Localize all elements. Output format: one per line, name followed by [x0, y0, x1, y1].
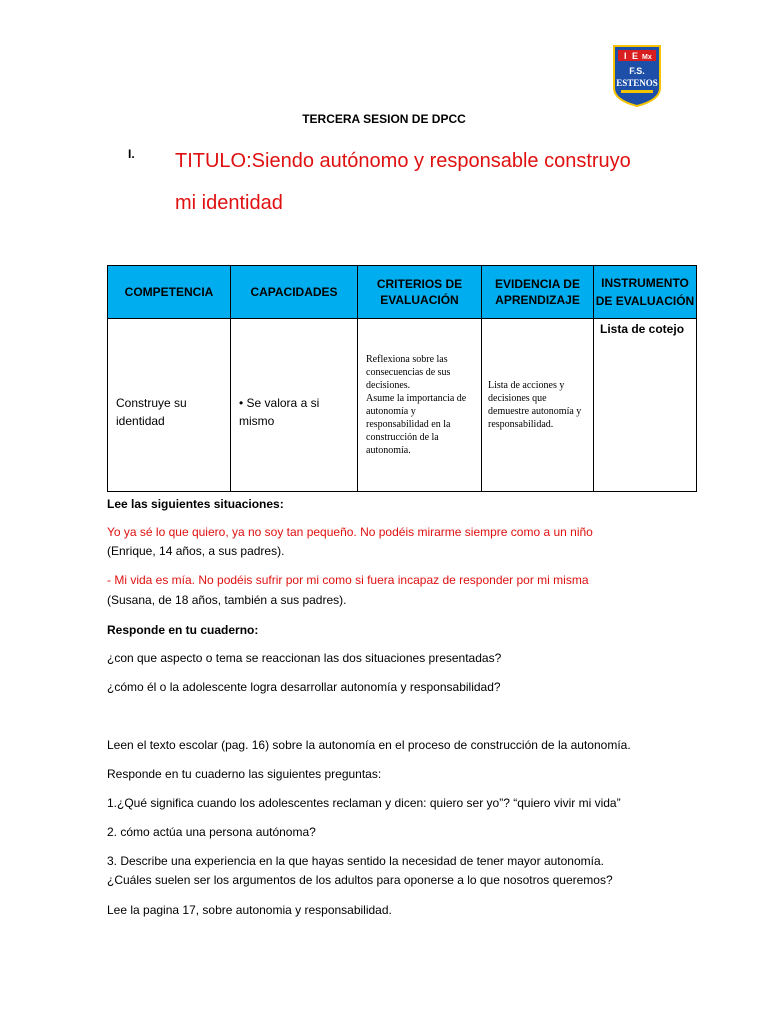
evaluation-table [107, 265, 697, 492]
page-title [175, 140, 675, 224]
cell-capacidades: • Se valora a si mismo [231, 319, 358, 492]
header-instrumento: INSTRUMENTO DE EVALUACIÓN [594, 266, 697, 319]
page-title-line-1: TITULO:Siendo autónomo y responsable construyo [175, 150, 631, 172]
question-2: ¿cómo él o la adolescente logra desarrollar autonomía y responsabilidad? [107, 680, 501, 694]
section-number: I. [128, 147, 135, 161]
quote-susana: - Mi vida es mía. No podéis sufrir por mi como si fuera incapaz de responder por mi misma [107, 573, 589, 587]
cell-evidencia: Lista de acciones y decisiones que demuestre autonomía y responsabilidad. [482, 319, 594, 492]
pregunta-3-cont: ¿Cuáles suelen ser los argumentos de los adultos para oponerse a lo que nosotros queremos? [107, 873, 613, 887]
page-title-line-2: mi identidad [175, 192, 283, 214]
school-logo-icon [612, 44, 662, 108]
header-evidencia: EVIDENCIA DE APRENDIZAJE [482, 266, 594, 319]
header-criterios: CRITERIOS DE EVALUACIÓN [358, 266, 482, 319]
responde-preguntas: Responde en tu cuaderno las siguientes preguntas: [107, 767, 382, 781]
question-1: ¿con que aspecto o tema se reaccionan las dos situaciones presentadas? [107, 651, 502, 665]
responde-heading: Responde en tu cuaderno: [107, 623, 259, 637]
reading-instruction: Leen el texto escolar (pag. 16) sobre la autonomía en el proceso de construcción de la autonomía. [107, 738, 631, 752]
criterios-text-1: Reflexiona sobre las consecuencias de sus decisiones. [366, 354, 451, 391]
svg-text:I: I [624, 51, 627, 61]
cell-competencia: Construye su identidad [108, 319, 231, 492]
table-row [108, 319, 697, 492]
svg-text:ESTENOS: ESTENOS [616, 78, 658, 88]
reading-instruction-2: Lee la pagina 17, sobre autonomia y responsabilidad. [107, 903, 392, 917]
header-capacidades: CAPACIDADES [231, 266, 358, 319]
svg-text:F.S.: F.S. [629, 66, 645, 76]
criterios-text-2: Asume la importancia de autonomía y responsabilidad en la construcción de la autonomía. [366, 393, 467, 456]
quote-susana-author: (Susana, de 18 años, también a sus padres). [107, 593, 347, 607]
session-title: TERCERA SESION DE DPCC [302, 112, 466, 126]
svg-text:E: E [632, 51, 639, 61]
cell-instrumento: Lista de cotejo [594, 319, 697, 492]
quote-enrique-author: (Enrique, 14 años, a sus padres). [107, 544, 285, 558]
instruction-heading: Lee las siguientes situaciones: [107, 497, 284, 511]
quote-enrique: Yo ya sé lo que quiero, ya no soy tan pequeño. No podéis mirarme siempre como a un niño [107, 525, 593, 539]
pregunta-1: 1.¿Qué significa cuando los adolescentes reclaman y dicen: quiero ser yo”? “quiero vivir mi vida” [107, 796, 621, 810]
cell-criterios [358, 319, 482, 492]
pregunta-3: 3. Describe una experiencia en la que hayas sentido la necesidad de tener mayor autonomía. [107, 854, 604, 868]
pregunta-2: 2. cómo actúa una persona autónoma? [107, 825, 316, 839]
header-competencia: COMPETENCIA [108, 266, 231, 319]
table-header-row [108, 266, 697, 319]
svg-text:Mx: Mx [642, 54, 652, 61]
